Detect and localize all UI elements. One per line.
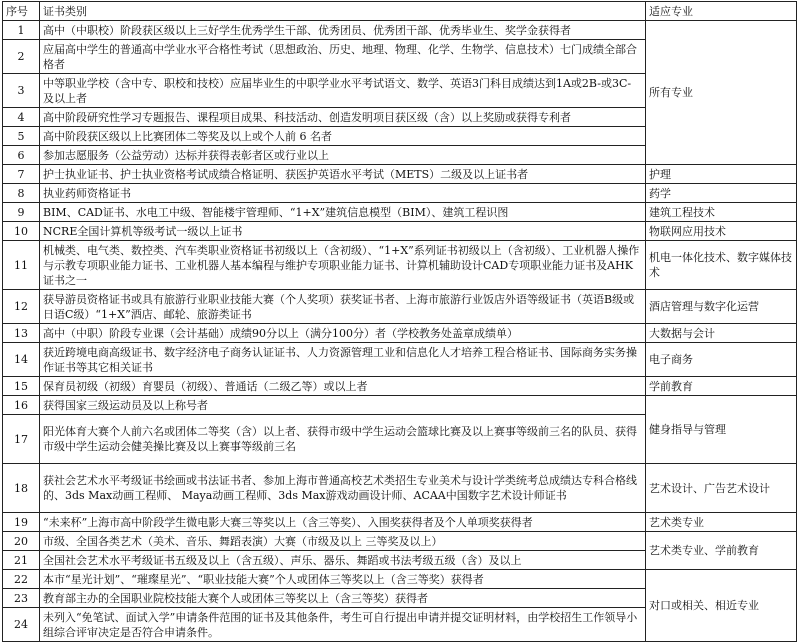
row-no: 4 <box>3 108 40 127</box>
row-category: 全国社会艺术水平考级证书五级及以上（含五级）、声乐、器乐、舞蹈或书法考级五级（含）及以上 <box>40 551 646 570</box>
row-category: 高中阶段获区级以上比赛团体二等奖及以上或个人前 6 名者 <box>40 127 646 146</box>
row-category: BIM、CAD证书、水电工中级、智能楼宇管理师、“1+X”建筑信息模型（BIM）、建筑工程识图 <box>40 203 646 222</box>
row-category: 本市“星光计划”、“璀璨星光”、“职业技能大赛”个人或团体三等奖以上（含三等奖）获得者 <box>40 570 646 589</box>
row-category: 教育部主办的全国职业院校技能大赛个人或团体三等奖以上（含三等奖）获得者 <box>40 589 646 608</box>
major-fitness: 健身指导与管理 <box>646 396 797 464</box>
row-category: NCRE全国计算机等级考试一级以上证书 <box>40 222 646 241</box>
table-row <box>3 203 797 222</box>
table-row <box>3 570 797 589</box>
row-no: 16 <box>3 396 40 415</box>
header-category: 证书类别 <box>40 2 646 21</box>
row-no: 15 <box>3 377 40 396</box>
table-row <box>3 290 797 324</box>
row-category: 阳光体育大赛个人前六名或团体二等奖（含）以上者、获得市级中学生运动会篮球比赛及以上赛事等级前三名的队员、获得市级中学生运动会健美操比赛及以上赛事等级前三名 <box>40 415 646 464</box>
table-row <box>3 532 797 551</box>
row-category: 获得国家三级运动员及以上称号者 <box>40 396 646 415</box>
row-no: 17 <box>3 415 40 464</box>
major-iot: 物联网应用技术 <box>646 222 797 241</box>
row-no: 18 <box>3 464 40 513</box>
major-construction: 建筑工程技术 <box>646 203 797 222</box>
major-ecommerce: 电子商务 <box>646 343 797 377</box>
row-category: 获导游员资格证书或具有旅游行业职业技能大赛（个人奖项）获奖证书者、上海市旅游行业饭店外语等级证书（英语B级或日语C级）“1+X”酒店、邮轮、旅游类证书 <box>40 290 646 324</box>
row-no: 2 <box>3 40 40 74</box>
major-bigdata: 大数据与会计 <box>646 324 797 343</box>
table-row <box>3 324 797 343</box>
row-no: 23 <box>3 589 40 608</box>
table-row <box>3 513 797 532</box>
major-artmajor: 艺术类专业 <box>646 513 797 532</box>
table-row <box>3 464 797 513</box>
row-category: 参加志愿服务（公益劳动）达标并获得表彰者区或行业以上 <box>40 146 646 165</box>
row-no: 21 <box>3 551 40 570</box>
row-category: 保育员初级（初级）育婴员（初级）、普通话（二级乙等）或以上者 <box>40 377 646 396</box>
table-row <box>3 396 797 415</box>
row-no: 8 <box>3 184 40 203</box>
major-artdesign: 艺术设计、广告艺术设计 <box>646 464 797 513</box>
table-row <box>3 241 797 290</box>
row-no: 24 <box>3 608 40 642</box>
table-row <box>3 184 797 203</box>
major-related: 对口或相关、相近专业 <box>646 570 797 642</box>
table-row <box>3 222 797 241</box>
table-row <box>3 21 797 40</box>
major-preschool: 学前教育 <box>646 377 797 396</box>
row-no: 3 <box>3 74 40 108</box>
table-row <box>3 165 797 184</box>
row-category: 获近跨境电商高级证书、数字经济电子商务认证证书、人力资源管理工业和信息化人才培养工程合格证书、国际商务实务操作证书等其它相关证书 <box>40 343 646 377</box>
major-mechatronics: 机电一体化技术、数字媒体技术 <box>646 241 797 290</box>
table-row <box>3 377 797 396</box>
table-header-row <box>3 2 797 21</box>
major-nursing: 护理 <box>646 165 797 184</box>
row-category: 高中（中职校）阶段获区级以上三好学生优秀学生干部、优秀团员、优秀团干部、优秀毕业生、奖学金获得者 <box>40 21 646 40</box>
header-major: 适应专业 <box>646 2 797 21</box>
row-no: 14 <box>3 343 40 377</box>
header-no: 序号 <box>3 2 40 21</box>
major-hotel: 酒店管理与数字化运营 <box>646 290 797 324</box>
row-category: 执业药师资格证书 <box>40 184 646 203</box>
major-all: 所有专业 <box>646 21 797 165</box>
table-row <box>3 343 797 377</box>
major-artpreschool: 艺术类专业、学前教育 <box>646 532 797 570</box>
row-category: 应届高中学生的普通高中学业水平合格性考试（思想政治、历史、地理、物理、化学、生物学、信息技术）七门成绩全部合格者 <box>40 40 646 74</box>
row-no: 11 <box>3 241 40 290</box>
row-no: 22 <box>3 570 40 589</box>
row-no: 6 <box>3 146 40 165</box>
row-category: 机械类、电气类、数控类、汽车类职业资格证书初级以上（含初级）、“1+X”系列证书初级以上（含初级）、工业机器人操作与示教专项职业能力证书、工业机器人基本编程与维护专项职业能力证书、计算机辅助设计CAD专项职业能力证书及AHK证书之一 <box>40 241 646 290</box>
row-category: 未列入“免笔试、面试入学”申请条件范围的证书及其他条件，考生可自行提出申请并提交证明材料，由学校招生工作领导小组综合评审决定是否符合申请条件。 <box>40 608 646 642</box>
row-no: 10 <box>3 222 40 241</box>
row-no: 5 <box>3 127 40 146</box>
row-no: 7 <box>3 165 40 184</box>
row-no: 12 <box>3 290 40 324</box>
row-category: 中等职业学校（含中专、职校和技校）应届毕业生的中职学业水平考试语文、数学、英语3门科目成绩达到1A或2B-或3C-及以上者 <box>40 74 646 108</box>
row-category: 护士执业证书、护士执业资格考试成绩合格证明、获医护英语水平考试（METS）二级及以上证书者 <box>40 165 646 184</box>
row-no: 20 <box>3 532 40 551</box>
row-no: 13 <box>3 324 40 343</box>
row-no: 1 <box>3 21 40 40</box>
row-category: 高中阶段研究性学习专题报告、课程项目成果、科技活动、创造发明项目获区级（含）以上奖励或获得专利者 <box>40 108 646 127</box>
row-category: “未来杯”上海市高中阶段学生微电影大赛三等奖以上（含三等奖）、入围奖获得者及个人单项奖获得者 <box>40 513 646 532</box>
row-category: 市级、全国各类艺术（美术、音乐、舞蹈表演）大赛（市级及以上 三等奖及以上） <box>40 532 646 551</box>
certificate-table <box>2 1 797 642</box>
row-no: 9 <box>3 203 40 222</box>
row-category: 获社会艺术水平考级证书绘画或书法证书者、参加上海市普通高校艺术类招生专业美术与设计学类统考总成绩达专科合格线的、3ds Max动画工程师、 Maya动画工程师、3ds Max游戏动画设计师、ACAA中国数字艺术设计师证书 <box>40 464 646 513</box>
row-category: 高中（中职）阶段专业课（会计基础）成绩90分以上（满分100分）者（学校教务处盖章成绩单） <box>40 324 646 343</box>
major-pharmacy: 药学 <box>646 184 797 203</box>
row-no: 19 <box>3 513 40 532</box>
